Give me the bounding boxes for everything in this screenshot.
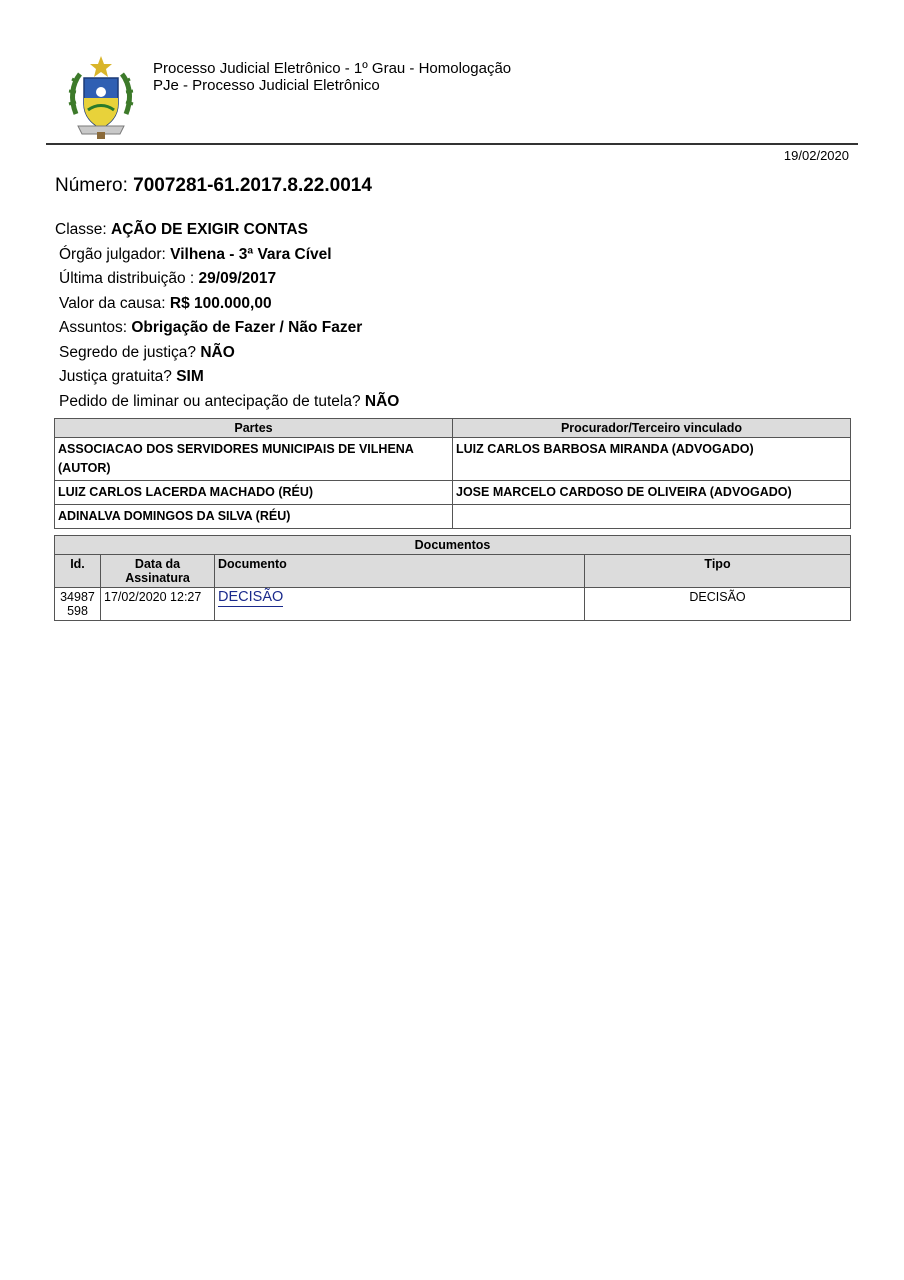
detail-gratuita: [55, 365, 399, 390]
detail-label: Valor da causa:: [59, 294, 170, 312]
print-date: 19/02/2020: [783, 148, 849, 163]
process-details: [55, 218, 399, 414]
attorney-cell: LUIZ CARLOS BARBOSA MIRANDA (ADVOGADO): [453, 438, 851, 481]
doc-type-cell: DECISÃO: [585, 588, 851, 621]
detail-label: Assuntos:: [59, 319, 132, 336]
attorney-cell: [453, 505, 851, 529]
documentos-title: Documentos: [55, 536, 851, 555]
detail-label: Classe:: [55, 221, 111, 238]
detail-value: AÇÃO DE EXIGIR CONTAS: [111, 221, 308, 238]
detail-value: NÃO: [200, 343, 235, 361]
detail-segredo: [55, 341, 399, 366]
detail-value: R$ 100.000,00: [169, 294, 272, 312]
table-header-row: [55, 555, 851, 588]
header-titles: [153, 60, 511, 94]
table-row: [55, 588, 851, 621]
detail-label: Pedido de liminar ou antecipação de tutela?: [59, 392, 365, 410]
process-number: [55, 175, 372, 197]
detail-liminar: [55, 390, 399, 415]
attorney-cell: JOSE MARCELO CARDOSO DE OLIVEIRA (ADVOGADO): [453, 481, 851, 505]
doc-id-cell: 34987 598: [55, 588, 101, 621]
system-title: Processo Judicial Eletrônico - 1º Grau - Homologação: [153, 60, 512, 77]
table-title-row: [55, 536, 851, 555]
process-number-label: Número:: [55, 175, 134, 196]
partes-table: [54, 418, 851, 529]
detail-value: 29/09/2017: [198, 270, 277, 287]
detail-value: SIM: [176, 368, 204, 385]
column-header-id: Id.: [55, 555, 101, 588]
document-link[interactable]: DECISÃO: [218, 589, 284, 605]
coat-of-arms-icon: [68, 54, 134, 140]
party-cell: ADINALVA DOMINGOS DA SILVA (RÉU): [55, 505, 453, 529]
system-subtitle: PJe - Processo Judicial Eletrônico: [153, 77, 380, 94]
party-cell: ASSOCIACAO DOS SERVIDORES MUNICIPAIS DE VILHENA (AUTOR): [55, 438, 453, 481]
detail-value: Obrigação de Fazer / Não Fazer: [131, 319, 363, 336]
table-header-row: [55, 419, 851, 438]
column-header-tipo: Tipo: [585, 555, 851, 588]
doc-date-cell: 17/02/2020 12:27: [101, 588, 215, 621]
party-cell: LUIZ CARLOS LACERDA MACHADO (RÉU): [55, 481, 453, 505]
detail-label: Órgão julgador:: [59, 245, 171, 263]
detail-label: Última distribuição :: [59, 270, 199, 287]
detail-value: Vilhena - 3ª Vara Cível: [170, 245, 332, 263]
table-row: [55, 481, 851, 505]
detail-valor: [55, 292, 399, 317]
detail-label: Justiça gratuita?: [59, 368, 177, 385]
page-header: [46, 50, 858, 145]
detail-label: Segredo de justiça?: [59, 343, 201, 361]
process-number-value: 7007281-61.2017.8.22.0014: [133, 175, 372, 196]
table-row: [55, 505, 851, 529]
detail-classe: [55, 218, 399, 243]
doc-name-cell: [215, 588, 585, 621]
detail-assuntos: [55, 316, 399, 341]
detail-orgao: [55, 243, 399, 268]
detail-value: NÃO: [364, 392, 400, 410]
documentos-table: [54, 535, 851, 621]
column-header-data: Data da Assinatura: [101, 555, 215, 588]
detail-distribuicao: [55, 267, 399, 292]
column-header-partes: Partes: [55, 419, 453, 438]
column-header-procurador: Procurador/Terceiro vinculado: [453, 419, 851, 438]
column-header-documento: Documento: [215, 555, 585, 588]
table-row: [55, 438, 851, 481]
